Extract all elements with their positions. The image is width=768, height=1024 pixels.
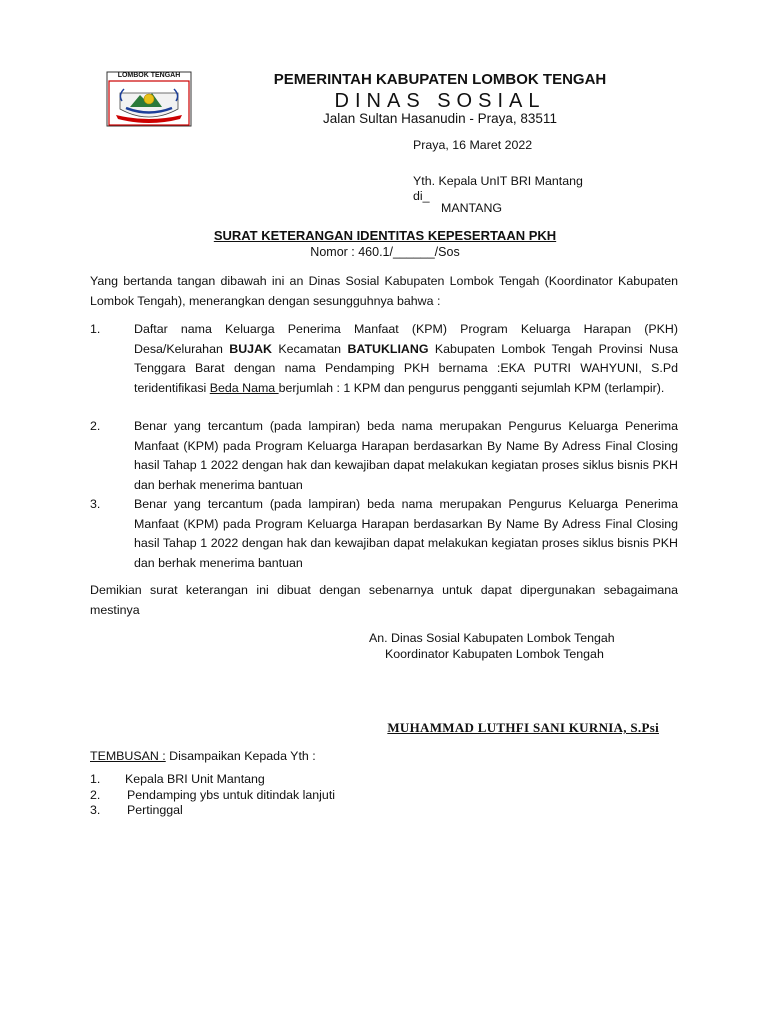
recipient-line-2: di_ [413,189,430,203]
signatory-name: MUHAMMAD LUTHFI SANI KURNIA, S.Psi [387,720,659,735]
item-number: 2. [90,419,101,433]
government-name: PEMERINTAH KABUPATEN LOMBOK TENGAH [273,71,607,88]
letter-title: SURAT KETERANGAN IDENTITAS KEPESERTAAN PKH [213,228,557,243]
cc-label: TEMBUSAN : [90,749,166,763]
cc-item: Pendamping ybs untuk ditindak lanjuti [127,788,336,802]
list-item: Benar yang tercantum (pada lampiran) beda nama merupakan Pengurus Keluarga Penerima Manfaat (KPM) pada Program Keluarga Harapan berdasarkan By Name By Adress Final Closing hasil Tahap 1 2022 dengan hak dan kewajiban dapat melakukan kegiatan proses siklus bisnis PKH dan berhak menerima bantuan [134,497,678,570]
office-address: Jalan Sultan Hasanudin - Praya, 83511 [323,111,557,126]
regency-logo [106,71,192,127]
cc-item: Pertinggal [127,803,183,817]
intro-paragraph: Yang bertanda tangan dibawah ini an Dinas Sosial Kabupaten Lombok Tengah (Koordinator Kabupaten Lombok Tengah), menerangkan dengan sesungguhnya bahwa : [90,274,678,308]
village-name: BUJAK [229,341,272,356]
signature-line-2: Koordinator Kabupaten Lombok Tengah [385,647,604,661]
item-number: 3. [90,497,101,511]
logo-caption: LOMBOK TENGAH [117,72,181,79]
letter-number: Nomor : 460.1/______/Sos [310,245,460,259]
office-name: DINAS SOSIAL [334,90,546,112]
closing-paragraph: Demikian surat keterangan ini dibuat dengan sebenarnya untuk dapat dipergunakan sebagaimana mestinya [90,583,678,617]
signature-line-1: An. Dinas Sosial Kabupaten Lombok Tengah [369,631,615,645]
cc-item: Kepala BRI Unit Mantang [125,772,265,786]
recipient-line-3: MANTANG [441,201,503,215]
letter-date: Praya, 16 Maret 2022 [413,138,533,152]
cc-item-number: 2. [90,788,101,802]
beda-nama-text: Beda Nama [209,380,279,395]
list-item: Daftar nama Keluarga Penerima Manfaat (KPM) Program Keluarga Harapan (PKH) Desa/Kelurahan BUJAK Kecamatan BATUKLIANG Kabupaten Lombok Tengah Provinsi Nusa Tenggara Barat dengan nama Pendamping PKH bernama :EKA PUTRI WAHYUNI, S.Pd teridentifikasi Beda Nama berjumlah : 1 KPM dan pengurus pengganti sejumlah KPM (terlampir). [134,322,678,395]
item-number: 1. [90,322,101,336]
district-name: BATUKLIANG [347,341,429,356]
cc-text: Disampaikan Kepada Yth : [165,749,316,763]
cc-item-number: 1. [90,772,101,786]
recipient-line-1: Yth. Kepala UnIT BRI Mantang [413,174,583,188]
cc-item-number: 3. [90,803,101,817]
cc-heading [90,747,316,767]
list-item: Benar yang tercantum (pada lampiran) beda nama merupakan Pengurus Keluarga Penerima Manfaat (KPM) pada Program Keluarga Harapan berdasarkan By Name By Adress Final Closing hasil Tahap 1 2022 dengan hak dan kewajiban dapat melakukan kegiatan proses siklus bisnis PKH dan berhak menerima bantuan [134,419,678,492]
